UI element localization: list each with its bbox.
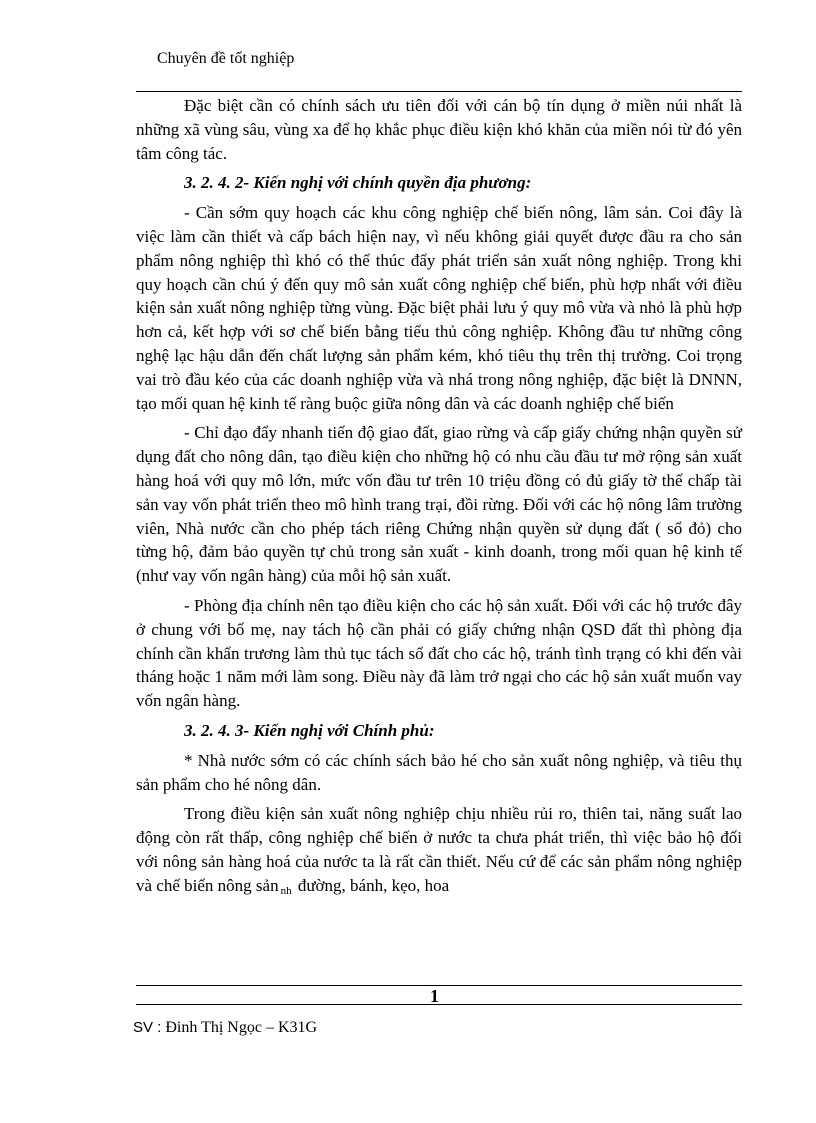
- heading-local-government: 3. 2. 4. 2- Kiến nghị với chính quyền địa phương:: [184, 173, 532, 193]
- paragraph-6-main: Trong điều kiện sản xuất nông nghiệp chịu nhiều rủi ro, thiên tai, năng suất lao động còn rất thấp, công nghiệp chế biến ở nước ta chưa phát triển, thì việc bảo hộ đối với nông sản hàng hoá của nước ta là rất cần thiết. Nếu cứ để các sản phẩm nông nghiệp và chế biến nông sản: [136, 804, 742, 895]
- paragraph-4: - Phòng địa chính nên tạo điều kiện cho các hộ sản xuất. Đối với các hộ trước đây ở chung với bố mẹ, nay tách hộ cần phải có giấy chứng nhận QSD đất thì phòng địa chính cần khẩn trương làm thủ tục tách sổ đất cho các hộ, tránh tình trạng có khi đến vài tháng hoặc 1 năm mới làm song. Điều này đã làm trở ngại cho các hộ sản xuất muốn vay vốn ngân hàng.: [136, 595, 742, 711]
- paragraph-2: - Cần sớm quy hoạch các khu công nghiệp chế biến nông, lâm sản. Coi đây là việc làm cần thiết và cấp bách hiện nay, vì nếu không giải quyết được đầu ra cho sản phẩm nông nghiệp thì khó có thể thúc đẩy phát triển sản xuất nông nghiệp. Trong khi quy hoạch cần chú ý đến quy mô sản xuất công nghiệp chế biến, phù hợp nhất với điều kiện sản xuất nông nghiệp từng vùng. Đặc biệt phải lưu ý quy mô vừa và nhỏ là phù hợp hơn cả, kết hợp với sơ chế biến bằng tiểu thủ công nghiệp. Không đầu tư những công nghệ lạc hậu dẫn đến chất lượng sản phẩm kém, khó tiêu thụ trên thị trường. Coi trọng vai trò đầu kéo của các doanh nghiệp vừa và nhá trong nông nghiệp, đặc biệt là DNNN, tạo mối quan hệ kinh tế ràng buộc giữa nông dân và các doanh nghiệp chế biến: [136, 203, 742, 413]
- footer-author: Đinh Thị Ngọc – K31G: [165, 1019, 318, 1036]
- footer-sv-label: SV :: [133, 1019, 162, 1036]
- paragraph-6-tail: đường, bánh, kẹo, hoa: [297, 875, 450, 895]
- document-header: Chuyên đề tốt nghiệp: [157, 50, 295, 67]
- document-footer: [133, 1019, 317, 1037]
- paragraph-1: Đặc biệt cần có chính sách ưu tiên đối với cán bộ tín dụng ở miền núi nhất là những xã vùng sâu, vùng xa để họ khắc phục điều kiện khó khăn của miền nói từ đó yên tâm công tác.: [136, 96, 742, 163]
- paragraph-6-subscript: nh: [280, 884, 292, 897]
- paragraph-3: - Chỉ đạo đẩy nhanh tiến độ giao đất, giao rừng và cấp giấy chứng nhận quyền sử dụng đất cho nông dân, tạo điều kiện cho những hộ có nhu cầu đầu tư mở rộng sản xuất hàng hoá với quy mô lớn, mức vốn đầu tư trên 10 triệu đồng có đủ giấy tờ thế chấp tài sản vay vốn phát triển theo mô hình trang trại, đồi rừng. Đối với các hộ nông lâm trường viên, Nhà nước cần cho phép tách riêng Chứng nhận quyền sử dụng đất ( sổ đỏ) cho từng hộ, đảm bảo quyền tự chủ trong sản xuất - kinh doanh, trong mối quan hệ kinh tế (như vay vốn ngân hàng) của mỗi hộ sản xuất.: [136, 423, 742, 586]
- page-number: 1: [430, 986, 439, 1006]
- footer-rule-top: [136, 985, 742, 986]
- document-body: [136, 94, 742, 904]
- paragraph-5: * Nhà nước sớm có các chính sách bảo hé cho sản xuất nông nghiệp, và tiêu thụ sản phẩm cho hé nông dân.: [136, 750, 742, 794]
- footer-rule-bottom: [136, 1004, 742, 1005]
- paragraph-6: [136, 802, 742, 903]
- header-rule: [136, 91, 742, 92]
- heading-government: 3. 2. 4. 3- Kiến nghị với Chính phủ:: [184, 720, 435, 740]
